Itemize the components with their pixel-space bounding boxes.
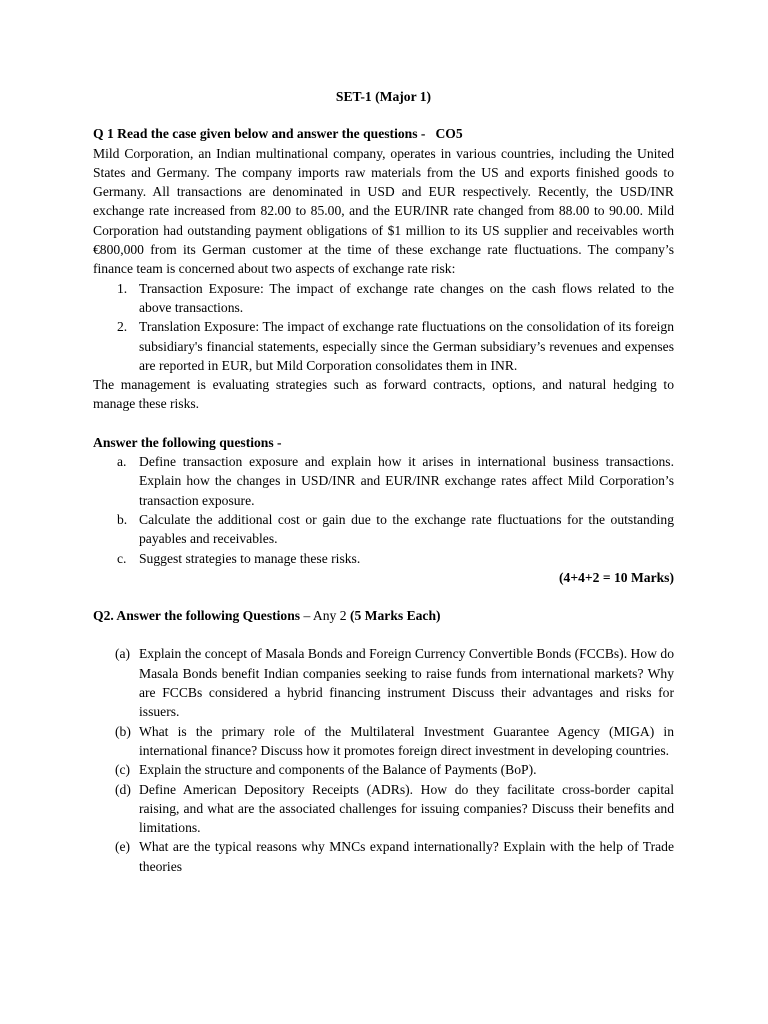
q1-question-item [93, 549, 674, 568]
q1-heading-text: Q 1 Read the case given below and answer the questions - [93, 126, 426, 142]
spacer [93, 625, 674, 644]
q2-question-text: Define American Depository Receipts (ADRs). How do they facilitate cross-border capital raising, and what are the associated challenges for issuing companies? Discuss their benefits and limitations. [139, 781, 674, 836]
q1-risk-text: Translation Exposure: The impact of exchange rate fluctuations on the consolidation of its foreign subsidiary's financial statements, especially since the German subsidiary’s revenues and expenses are reported in EUR, but Mild Corporation consolidates them in INR. [139, 319, 674, 373]
q1-management-paragraph: The management is evaluating strategies such as forward contracts, options, and natural hedging to manage these risks. [93, 377, 674, 412]
q1-risk-list [93, 279, 674, 375]
q1-case-paragraph: Mild Corporation, an Indian multinational company, operates in various countries, including the United States and Germany. The company imports raw materials from the US and exports finished goods to Germany. All transactions are denominated in USD and EUR respectively. Recently, the USD/INR exchange rate increased from 82.00 to 85.00, and the EUR/INR rate changed from 88.00 to 90.00. Mild Corporation had outstanding payment obligations of $1 million to its US supplier and receivables worth €800,000 from its German customer at the time of these exchange rate fluctuations. The company’s finance team is concerned about two aspects of exchange rate risk: [93, 145, 674, 277]
q2-heading [93, 606, 674, 625]
q2-question-text: Explain the structure and components of the Balance of Payments (BoP). [139, 762, 537, 778]
q2-heading-any: – Any 2 [300, 608, 350, 624]
list-marker: (d) [115, 781, 131, 797]
q2-heading-bold: Q2. Answer the following Questions [93, 608, 301, 624]
q2-question-text: What is the primary role of the Multilateral Investment Guarantee Agency (MIGA) in international finance? Discuss how it promotes foreign direct investment in developing countries. [139, 723, 674, 758]
q2-heading-marks: (5 Marks Each) [349, 608, 441, 624]
q1-question-text: Suggest strategies to manage these risks. [139, 550, 361, 566]
list-marker: 1. [117, 280, 128, 296]
list-marker: (e) [115, 839, 131, 855]
q2-question-text: What are the typical reasons why MNCs expand internationally? Explain with the help of Trade theories [139, 839, 674, 874]
spacer [93, 414, 674, 433]
q1-question-list [93, 452, 674, 568]
q1-risk-item [93, 317, 674, 375]
q2-question-item [93, 837, 674, 876]
list-marker: (c) [115, 762, 131, 778]
list-marker: a. [117, 454, 127, 470]
q1-course-outcome: CO5 [435, 126, 463, 142]
q2-question-item [93, 760, 674, 779]
q1-risk-item [93, 279, 674, 318]
q1-marks: (4+4+2 = 10 Marks) [559, 569, 674, 585]
q1-question-text: Define transaction exposure and explain how it arises in international business transactions. Explain how the changes in USD/INR and EUR/INR exchange rates affect Mild Corporation’s transaction exposure. [139, 454, 674, 508]
list-marker: 2. [117, 319, 128, 335]
q1-question-text: Calculate the additional cost or gain due to the exchange rate fluctuations for the outstanding payables and receivables. [139, 511, 674, 547]
set-title: SET-1 (Major 1) [335, 89, 432, 104]
q1-question-item [93, 452, 674, 510]
q2-question-item [93, 722, 674, 761]
list-marker: c. [117, 550, 127, 566]
q1-answer-heading: Answer the following questions - [93, 434, 282, 450]
q1-risk-text: Transaction Exposure: The impact of exchange rate changes on the cash flows related to the above transactions. [139, 280, 674, 315]
list-marker: (a) [115, 646, 131, 662]
q1-question-item [93, 510, 674, 549]
q2-question-text: Explain the concept of Masala Bonds and Foreign Currency Convertible Bonds (FCCBs). How do Masala Bonds benefit Indian companies seeking to raise funds from international markets? Why are FCCBs considered a hybrid financing instrument Discuss their advantages and risks for issuers. [139, 646, 674, 720]
q2-question-item [93, 780, 674, 838]
q2-question-item [93, 644, 674, 721]
document-body [93, 87, 674, 876]
spacer [93, 587, 674, 606]
list-marker: (b) [115, 723, 131, 739]
list-marker: b. [117, 511, 128, 527]
q1-heading [93, 124, 674, 143]
q2-question-list [93, 644, 674, 876]
